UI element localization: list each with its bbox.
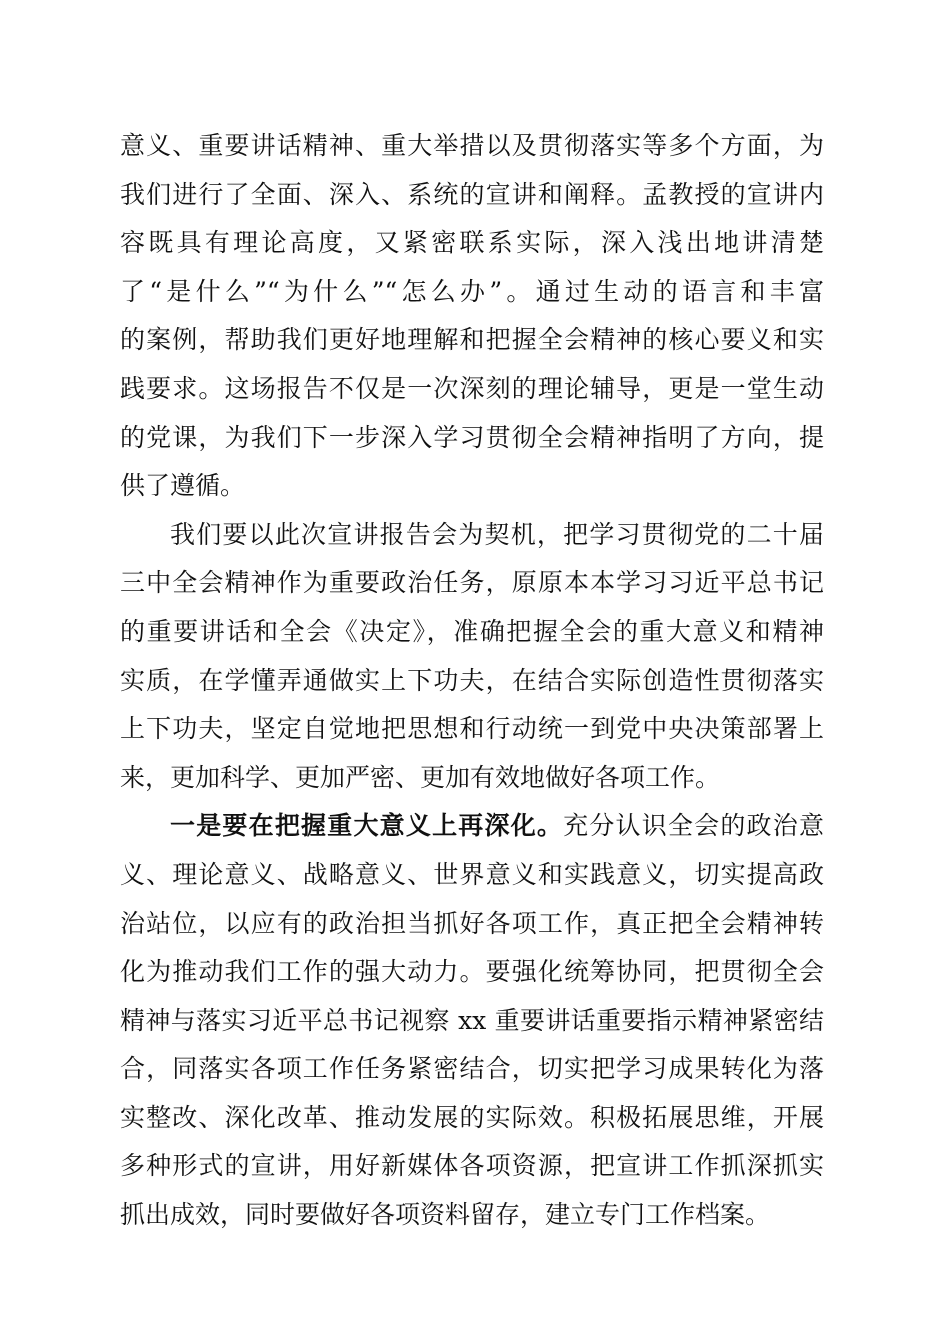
text-line: 上下功夫，坚定自觉地把思想和行动统一到党中央决策部署上 — [120, 714, 824, 744]
paragraph-2 — [120, 511, 824, 803]
text-line: 义、理论意义、战略意义、世界意义和实践意义，切实提高政 — [120, 859, 824, 889]
text-line: 我们进行了全面、深入、系统的宣讲和阐释。孟教授的宣讲内 — [120, 179, 824, 209]
text-line: 实质，在学懂弄通做实上下功夫，在结合实际创造性贯彻落实 — [120, 665, 824, 695]
text-line: 治站位，以应有的政治担当抓好各项工作，真正把全会精神转 — [120, 908, 824, 938]
text-line: 化为推动我们工作的强大动力。要强化统筹协同，把贯彻全会 — [120, 957, 824, 987]
text-line: 实整改、深化改革、推动发展的实际效。积极拓展思维，开展 — [120, 1102, 824, 1132]
text-line: 的案例，帮助我们更好地理解和把握全会精神的核心要义和实 — [120, 325, 824, 355]
text-line: 三中全会精神作为重要政治任务，原原本本学习习近平总书记 — [120, 568, 824, 598]
text-line: 抓出成效，同时要做好各项资料留存，建立专门工作档案。 — [120, 1200, 771, 1230]
document-body — [120, 122, 824, 1240]
text-line: 容既具有理论高度，又紧密联系实际，深入浅出地讲清楚 — [120, 228, 824, 258]
text-line: 来，更加科学、更加严密、更加有效地做好各项工作。 — [120, 762, 721, 792]
text-line — [120, 802, 824, 851]
text-line: 合，同落实各项工作任务紧密结合，切实把学习成果转化为落 — [120, 1054, 824, 1084]
text-line: 意义、重要讲话精神、重大举措以及贯彻落实等多个方面，为 — [120, 131, 824, 160]
text-line: 我们要以此次宣讲报告会为契机，把学习贯彻党的二十届 — [170, 519, 824, 549]
text-line: 践要求。这场报告不仅是一次深刻的理论辅导，更是一堂生动 — [120, 373, 824, 403]
section-heading: 一是要在把握重大意义上再深化。 — [170, 811, 564, 841]
text-line: 供了遵循。 — [120, 471, 246, 501]
text-line: 精神与落实习近平总书记视察 xx 重要讲话重要指示精神紧密结 — [120, 1005, 824, 1035]
text-line: 的重要讲话和全会《决定》，准确把握全会的重大意义和精神 — [120, 616, 824, 646]
text-line: 了“是什么”“为什么”“怎么办”。通过生动的语言和丰富 — [120, 276, 824, 306]
text-line: 多种形式的宣讲，用好新媒体各项资源，把宣讲工作抓深抓实 — [120, 1151, 824, 1181]
paragraph-1 — [120, 122, 824, 511]
text-line: 的党课，为我们下一步深入学习贯彻全会精神指明了方向，提 — [120, 422, 824, 452]
text-fragment: 充分认识全会的政治意 — [563, 811, 824, 841]
paragraph-3 — [120, 802, 824, 1239]
